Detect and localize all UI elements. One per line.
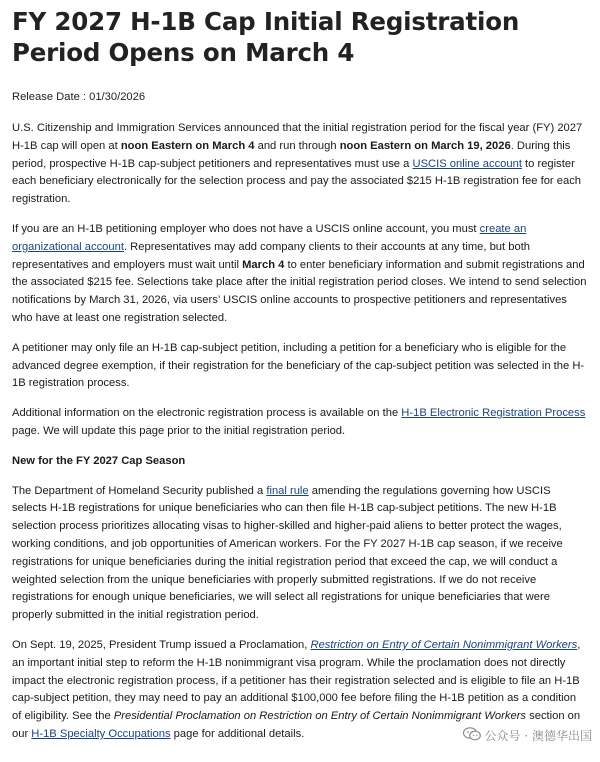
- article: [12, 6, 588, 744]
- paragraph-final-rule: The Department of Homeland Security published a final rule amending the regulations governing how USCIS selects H-1B registrations for unique beneficiaries who can then file H-1B cap-subject petitions. The new H-1B selection process prioritizes allocating visas to higher-skilled and higher-paid aliens to better protect the wages, working conditions, and job opportunities of American workers. For the FY 2027 H-1B cap season, if we receive registrations for unique beneficiaries during the initial registration period that exceed the cap, we will conduct a weighted selection from the unique beneficiaries with properly submitted registrations. If we do not receive registrations for enough unique beneficiaries, we will select all registrations for unique beneficiaries that were properly submitted in the initial registration period.: [12, 484, 563, 622]
- section-heading: New for the FY 2027 Cap Season: [12, 454, 186, 467]
- paragraph-proclamation: On Sept. 19, 2025, President Trump issued a Proclamation, Restriction on Entry of Certain Nonimmigrant Workers, an important initial step to reform the H-1B nonimmigrant visa program. While the proclamation does not directly impact the electronic registration process, if a petitioner has their registration selected and is eligible to file an H-1B cap-subject petition, they may need to pay an additional $100,000 fee before filing the H-1B petition as a condition of eligibility. See the Presidential Proclamation on Restriction on Entry of Certain Nonimmigrant Workers section on our H-1B Specialty Occupations page for additional details.: [12, 638, 581, 740]
- wechat-icon: [463, 727, 481, 744]
- paragraph-petition-eligibility: A petitioner may only file an H-1B cap-subject petition, including a petition for a beneficiary who is eligible for the advanced degree exemption, if their registration for the beneficiary of the cap-subject petition was selected in the H-1B registration process.: [12, 341, 585, 390]
- paragraph-organizational-account: If you are an H-1B petitioning employer who does not have a USCIS online account, you must create an organizational account. Representatives may add company clients to their accounts at any time, but both representatives and employers must wait until March 4 to enter beneficiary information and submit registrations and the associated $215 fee. Selections take place after the initial registration period closes. We intend to send selection notifications by March 31, 2026, via users’ USCIS online accounts to prospective petitioners and representatives who have at least one registration selected.: [12, 222, 587, 324]
- final-rule-link[interactable]: final rule: [266, 484, 309, 497]
- uscis-online-account-link[interactable]: USCIS online account: [412, 157, 522, 170]
- watermark-text: 公众号 · 澳德华出国: [484, 729, 592, 743]
- create-organizational-account-link[interactable]: create an organizational account: [12, 222, 527, 253]
- paragraph-registration-period: U.S. Citizenship and Immigration Services announced that the initial registration period for the fiscal year (FY) 2027 H-1B cap will open at noon Eastern on March 4 and run through noon Eastern on March 19, 2026. During this period, prospective H-1B cap-subject petitioners and representatives must use a USCIS online account to register each beneficiary electronically for the selection process and pay the associated $215 H-1B registration fee for each registration.: [12, 122, 583, 206]
- specialty-occupations-link[interactable]: H-1B Specialty Occupations: [31, 727, 171, 740]
- proclamation-link[interactable]: Restriction on Entry of Certain Nonimmigrant Workers: [310, 638, 578, 651]
- wechat-watermark: [463, 727, 592, 744]
- paragraph-additional-information: Additional information on the electronic registration process is available on the H-1B Electronic Registration Process page. We will update this page prior to the initial registration period.: [12, 407, 586, 437]
- page-title: FY 2027 H-1B Cap Initial Registration Period Opens on March 4: [12, 7, 520, 67]
- release-date: Release Date : 01/30/2026: [12, 91, 146, 103]
- electronic-registration-process-link[interactable]: H-1B Electronic Registration Process: [401, 407, 586, 420]
